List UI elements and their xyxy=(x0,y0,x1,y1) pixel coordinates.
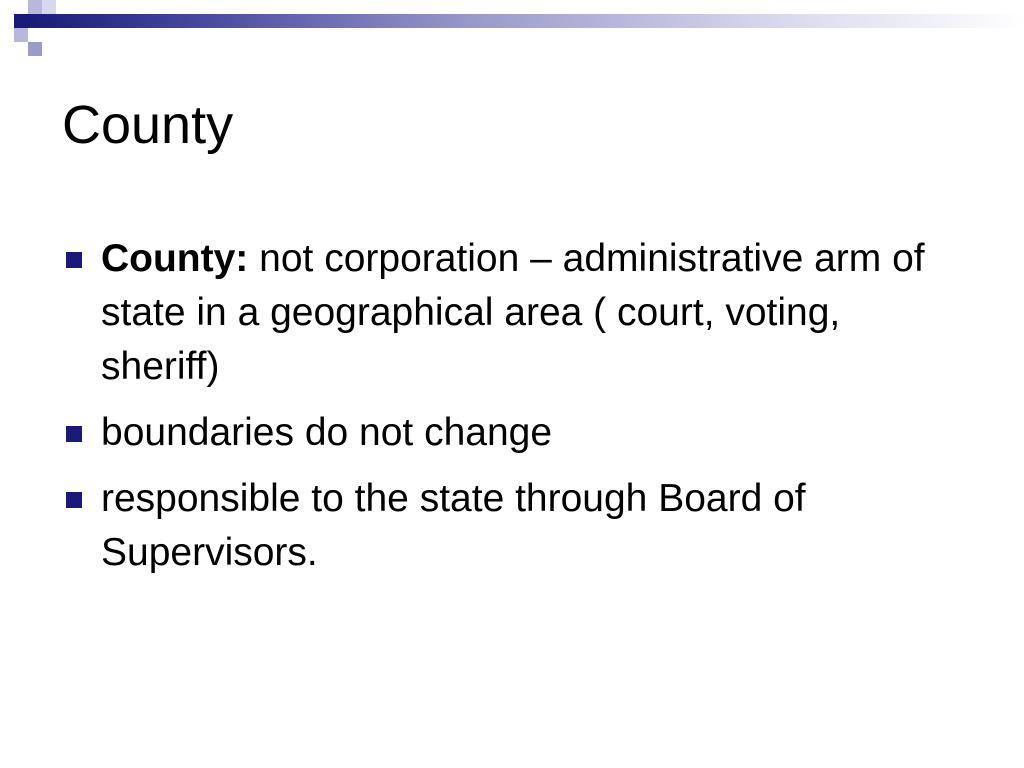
decorative-square xyxy=(0,0,14,14)
decorative-square xyxy=(0,28,14,42)
square-bullet-icon xyxy=(66,252,82,268)
square-bullet-icon xyxy=(66,426,82,442)
decorative-square xyxy=(28,28,42,42)
bullet-item xyxy=(62,406,962,460)
decorative-square xyxy=(28,0,42,14)
decorative-square xyxy=(14,14,28,28)
header-gradient-bar xyxy=(28,14,1024,28)
bullet-item xyxy=(62,472,962,580)
bullet-term: County: xyxy=(101,237,249,280)
bullet-list xyxy=(62,232,962,592)
decorative-square xyxy=(14,28,28,42)
decorative-square xyxy=(42,0,56,14)
decorative-square xyxy=(28,42,42,56)
decorative-square xyxy=(42,28,56,42)
bullet-text: responsible to the state through Board of Supervisors. xyxy=(101,477,806,574)
bullet-item xyxy=(62,232,962,394)
slide-title: County xyxy=(62,95,234,155)
square-bullet-icon xyxy=(66,492,82,508)
bullet-text: not corporation – administrative arm of state in a geographical area ( court, voting, sheriff) xyxy=(101,237,925,388)
bullet-text: boundaries do not change xyxy=(101,411,553,454)
